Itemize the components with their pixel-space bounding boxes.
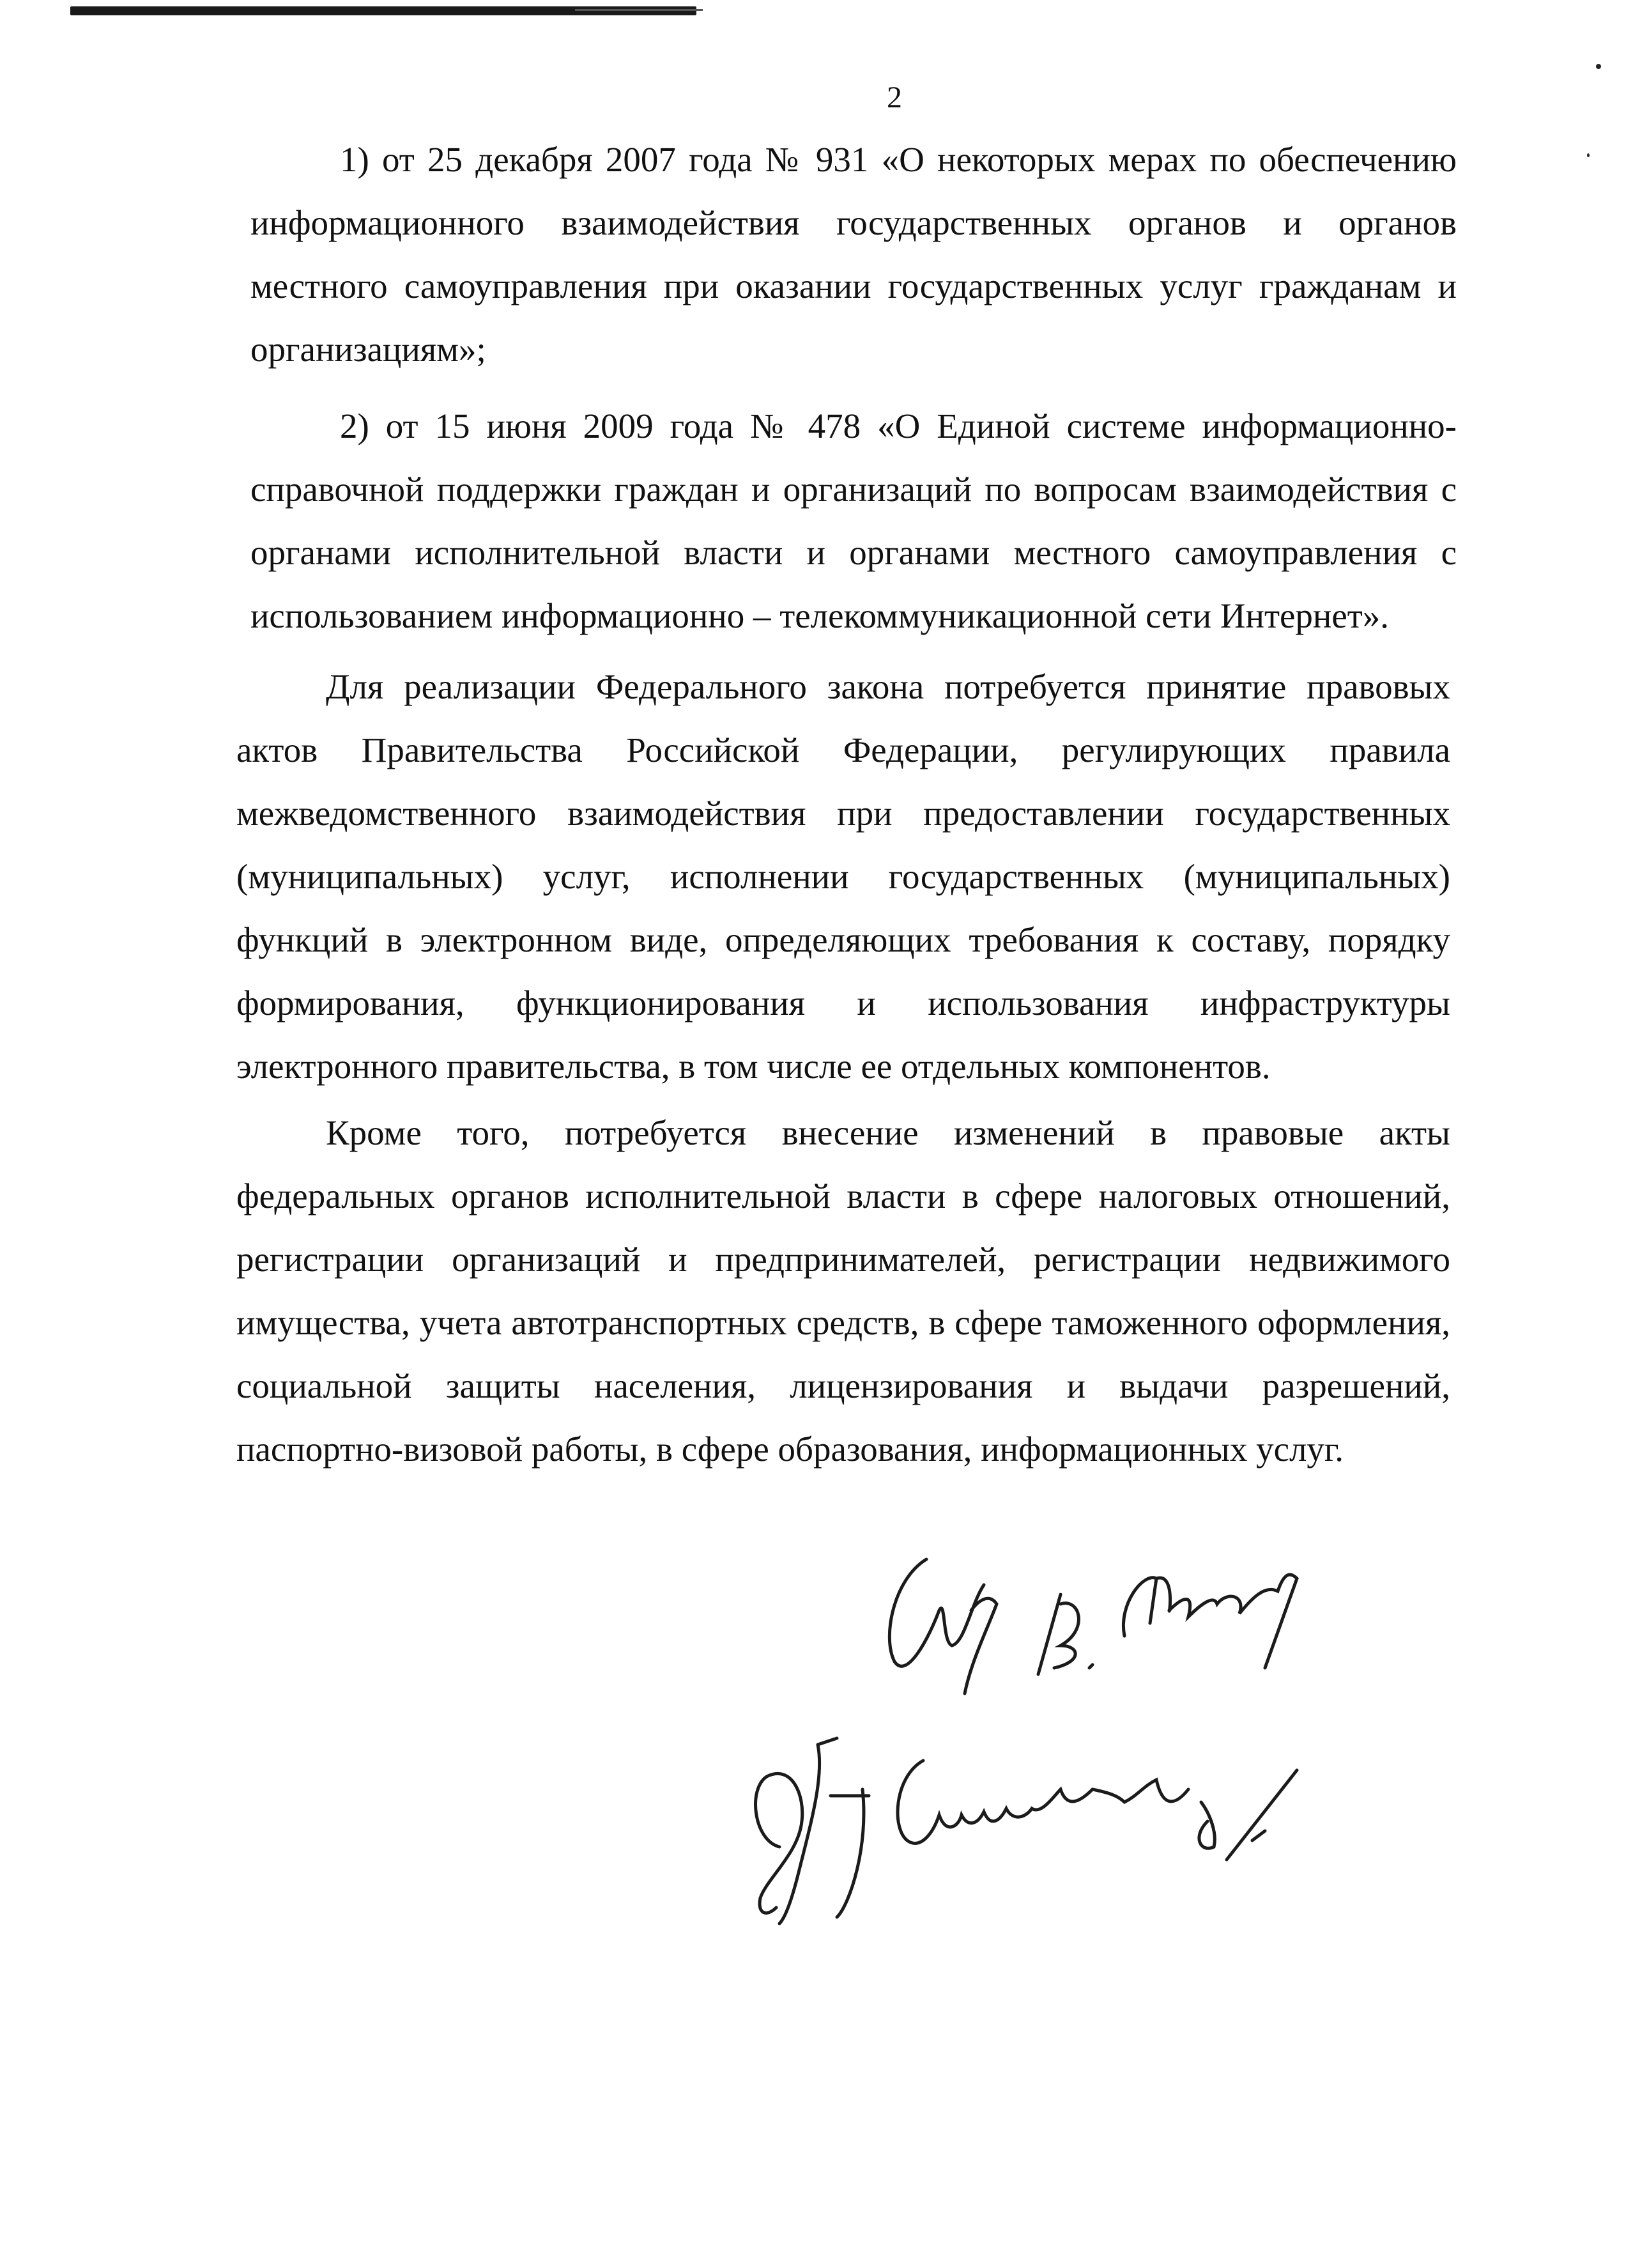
- list-item-2: [250, 394, 1457, 647]
- page-number: 2: [887, 81, 902, 114]
- scan-speck: [1587, 153, 1590, 157]
- top-edge-rule: [70, 6, 696, 15]
- scan-speck: [1596, 64, 1601, 69]
- signature-plugin-image: [869, 1534, 1342, 1700]
- signature-plugin: [869, 1534, 1342, 1700]
- signature-samoilov: [741, 1719, 1354, 1930]
- top-edge-rule-tail: [575, 9, 703, 11]
- paragraph-amendments: Кроме того, потребуется внесение изменений в правовые акты федеральных органов исполнительной власти в сфере налоговых отношений, регистрации организаций и предпринимателей, регистрации недвижимого имущества, учета автотранспортных средств, в сфере таможенного оформления, социальной защиты населения, лицензирования и выдачи разрешений, паспортно-визовой работы, в сфере образования, информационных услуг.: [236, 1113, 1450, 1469]
- signature-samoilov-image: [741, 1719, 1354, 1930]
- list-item-1: [250, 128, 1457, 381]
- paragraph-implementation: Для реализации Федерального закона потребуется принятие правовых актов Правительства Российской Федерации, регулирующих правила межведомственного взаимодействия при предоставлении государственных (муниципальных) услуг, исполнении государственных (муниципальных) функций в электронном виде, определяющих требования к составу, порядку формирования, функционирования и использования инфраструктуры электронного правительства, в том числе ее отдельных компонентов.: [236, 667, 1450, 1086]
- body-paragraphs: [236, 655, 1450, 1481]
- list-item-text: 1) от 25 декабря 2007 года № 931 «О некоторых мерах по обеспечению информационного взаимодействия государственных органов и органов местного самоуправления при оказании государственных услуг гражданам и организациям»;: [250, 140, 1457, 369]
- list-item-text: 2) от 15 июня 2009 года № 478 «О Единой системе информационно-справочной поддержки граждан и организаций по вопросам взаимодействия с органами исполнительной власти и органами местного самоуправления с использованием информационно – телекоммуникационной сети Интернет».: [250, 406, 1457, 635]
